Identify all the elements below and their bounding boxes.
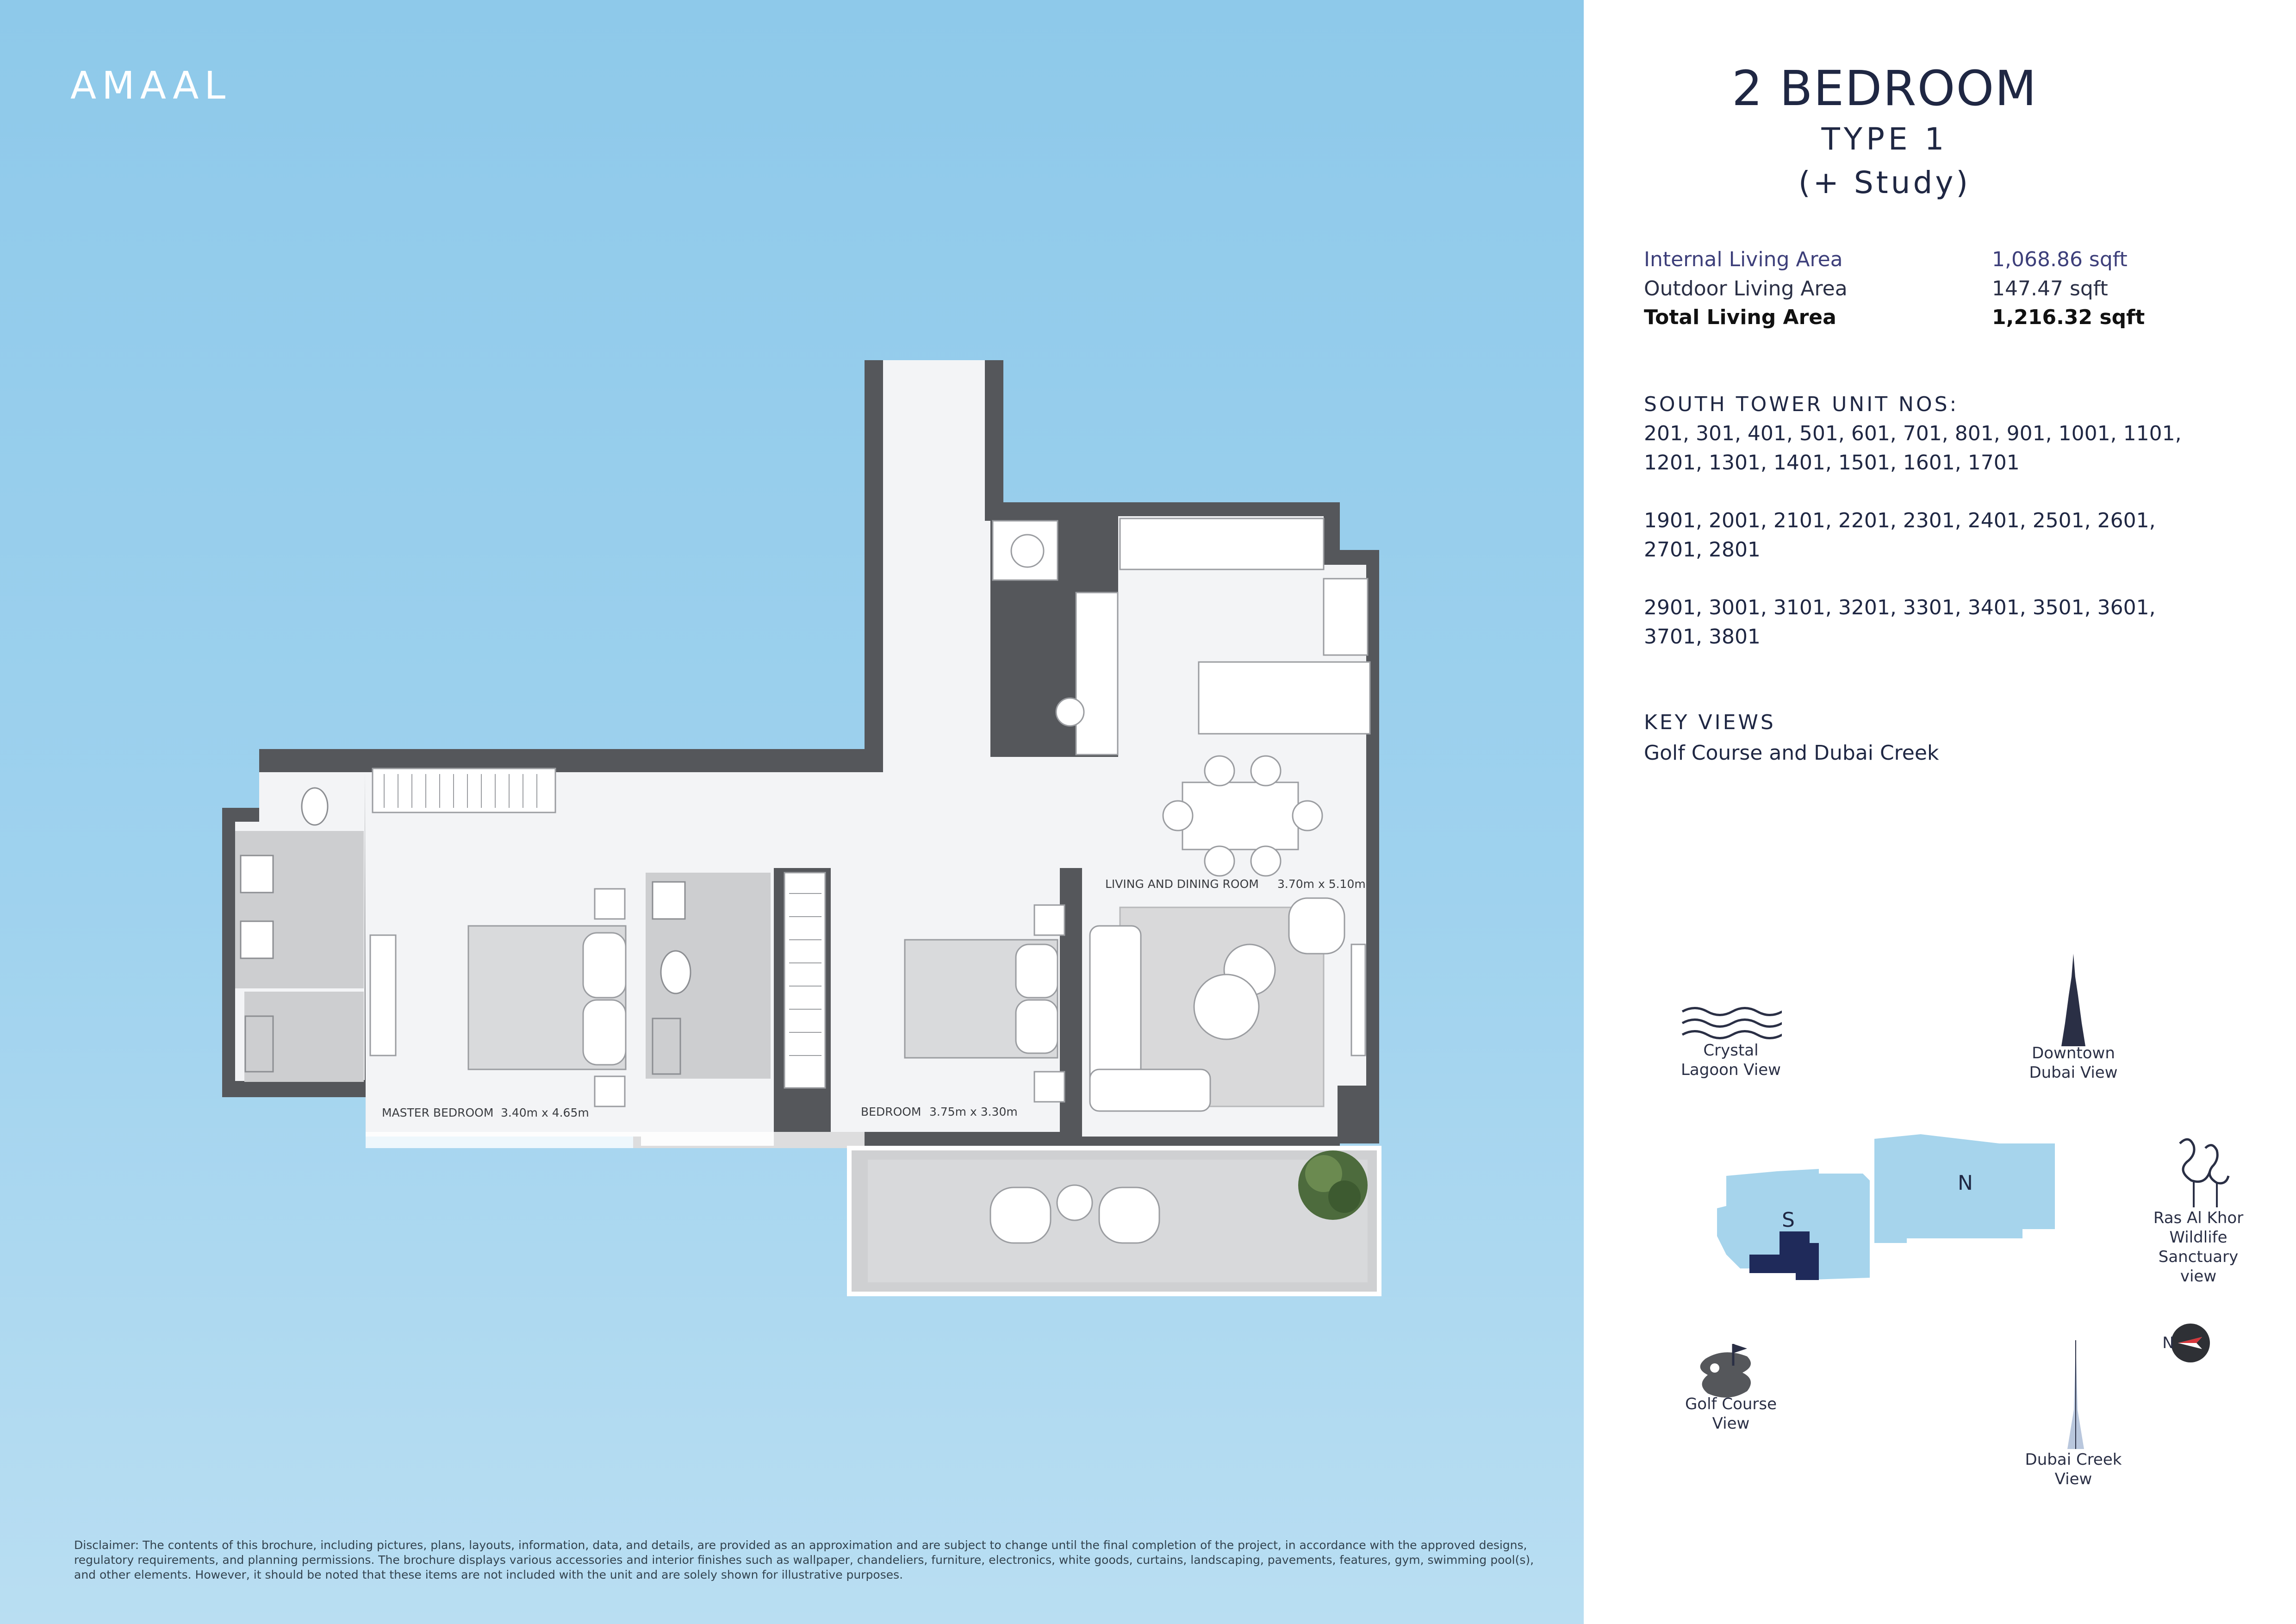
- burj-khalifa-icon: [2055, 954, 2092, 1046]
- unit-nos-line: 2701, 2801: [1644, 538, 1761, 562]
- view-label-line: Sanctuary: [2158, 1248, 2239, 1266]
- area-row-total: [1644, 306, 2153, 333]
- view-ras-al-khor: [2124, 1208, 2272, 1286]
- view-label-line: Downtown: [2032, 1044, 2115, 1062]
- bedroom-label: BEDROOM: [861, 1105, 921, 1118]
- view-crystal-lagoon: [1657, 1041, 1805, 1080]
- area-row-internal: [1644, 248, 2153, 275]
- area-label: Total Living Area: [1644, 306, 1836, 329]
- master-bedroom-label: MASTER BEDROOM: [382, 1106, 494, 1119]
- master-bedroom-dim: 3.40m x 4.65m: [501, 1106, 589, 1119]
- unit-title: 2 BEDROOM: [1731, 60, 2038, 117]
- unit-nos-group-2: [1644, 506, 2199, 564]
- view-label-line: Ras Al Khor: [2153, 1209, 2244, 1227]
- view-downtown-dubai: [1999, 1043, 2147, 1082]
- unit-nos-line: 3701, 3801: [1644, 625, 1761, 649]
- unit-nos-group-1: [1644, 419, 2199, 477]
- dubai-creek-tower-icon: [2062, 1340, 2090, 1449]
- tower-keyplan: [1712, 1130, 2064, 1287]
- key-views-heading: KEY VIEWS: [1644, 711, 1776, 734]
- info-panel: [1584, 0, 2296, 1624]
- view-label-line: Golf Course: [1685, 1395, 1777, 1413]
- area-value: 147.47 sqft: [1992, 277, 2108, 300]
- area-label: Outdoor Living Area: [1644, 277, 1848, 300]
- tower-north-label: N: [1958, 1171, 1973, 1195]
- view-label-line: View: [2054, 1470, 2092, 1488]
- golf-course-icon: [1696, 1340, 1761, 1400]
- unit-nos-line: 1901, 2001, 2101, 2201, 2301, 2401, 2501, 2601,: [1644, 509, 2156, 532]
- unit-type: TYPE 1: [1821, 121, 1948, 157]
- view-label-line: view: [2180, 1267, 2217, 1286]
- unit-nos-line: 201, 301, 401, 501, 601, 701, 801, 901, 1001, 1101,: [1644, 422, 2182, 445]
- view-label-line: Dubai View: [2029, 1063, 2118, 1082]
- unit-nos-line: 1201, 1301, 1401, 1501, 1601, 1701: [1644, 451, 2020, 475]
- waves-icon: [1680, 1005, 1782, 1042]
- key-views-text: Golf Course and Dubai Creek: [1644, 741, 1939, 765]
- unit-subtitle: (+ Study): [1798, 165, 1971, 200]
- unit-nos-group-3: [1644, 593, 2199, 651]
- brand-logo: AMAAL: [70, 64, 231, 108]
- unit-nos-line: 2901, 3001, 3101, 3201, 3301, 3401, 3501, 3601,: [1644, 596, 2156, 619]
- view-label-line: Crystal: [1703, 1041, 1759, 1060]
- living-room-dim: 3.70m x 5.10m: [1277, 877, 1366, 891]
- bedroom-dim: 3.75m x 3.30m: [929, 1105, 1018, 1118]
- tower-south-label: S: [1782, 1208, 1795, 1232]
- area-label: Internal Living Area: [1644, 248, 1843, 271]
- compass-label: N: [2162, 1334, 2174, 1352]
- disclaimer: Disclaimer: The contents of this brochure, including pictures, plans, layouts, information, data, and details, are provided as an approximation and are subject to change until the final completion of the project, in accordance with the approved designs, regulatory requirements, and planning permissions. The brochure displays various accessories and interior finishes such as wallpaper, chandeliers, furniture, electronics, white goods, curtains, landscaping, pavements, features, gym, swimming pool(s), and other elements. However, it should be noted that these items are not included with the unit and are solely shown for illustrative purposes.: [74, 1538, 1534, 1581]
- living-room-label: LIVING AND DINING ROOM: [1105, 877, 1259, 891]
- area-value: 1,068.86 sqft: [1992, 248, 2128, 271]
- view-label-line: Lagoon View: [1680, 1061, 1781, 1079]
- area-value: 1,216.32 sqft: [1992, 306, 2145, 329]
- view-label-line: View: [1712, 1414, 1750, 1433]
- view-label-line: Wildlife: [2169, 1228, 2228, 1247]
- view-golf-course: [1657, 1394, 1805, 1433]
- area-row-outdoor: [1644, 277, 2153, 305]
- view-label-line: Dubai Creek: [2025, 1450, 2122, 1469]
- flamingo-icon: [2161, 1134, 2235, 1208]
- unit-nos-heading: SOUTH TOWER UNIT NOS:: [1644, 393, 1959, 416]
- view-dubai-creek: [1999, 1450, 2147, 1489]
